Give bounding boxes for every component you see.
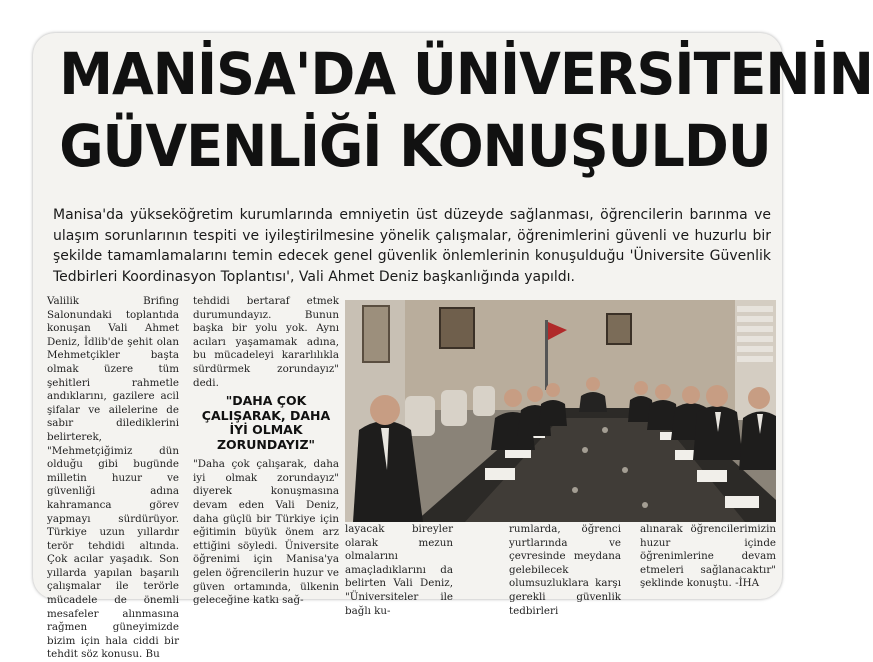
subheading-line-2: ÇALIŞARAK, DAHA <box>201 407 331 423</box>
subheading <box>193 394 339 452</box>
meeting-photo-graphic <box>345 300 776 522</box>
article-column-1: Valilik Brifing Salonundaki toplantıda konuşan Vali Ahmet Deniz, İdlib'de şehit olan Mehmetçikler başta olmak üzere tüm şehitleri rahmetle andıklarını, gazilere acil şifalar ve ailelerine de sabır dilediklerini belirterek, "Mehmetçiğimiz dün olduğu gibi bugünde milletin huzur ve güvenliği adına kahramanca görev yapmayı sürdürüyor. Türkiye uzun yıllardır terör tehdidi altında. Çok acılar yaşadık. Son yıllarda yapılan başarılı çalışmalar ile terörle mücadele de önemli mesafeler alınmasına rağmen güneyimizde bizim için hala ciddi bir tehdit söz konusu. Bu <box>47 295 179 661</box>
column-2-top-text: tehdidi bertaraf etmek durumundayız. Bunun başka bir yolu yok. Aynı acıları yaşamamak adına, bu mücadeleyi kararlılıkla sürdürmek zorundayız" dedi. <box>193 295 339 389</box>
lead-paragraph: Manisa'da yükseköğretim kurumlarında emniyetin üst düzeyde sağlanması, öğrencilerin barınma ve ulaşım sorunlarının tespiti ve iyileştirilmesine yönelik çalışmalar, öğrenimlerini güvenli ve huzurlu bir şekilde tamamlamalarını temin edecek genel güvenlik önlemlerinin konuşulduğu 'Üniversite Güvenlik Tedbirleri Koordinasyon Toplantısı', Vali Ahmet Deniz başkanlığında yapıldı. <box>53 207 771 285</box>
newspaper-clipping <box>33 33 873 661</box>
meeting-photo <box>345 300 776 522</box>
bottom-column-3: alınarak öğrencilerimizin huzur içinde öğrenimlerine devam etmeleri sağlanacaktır" şeklinde konuştu. -İHA <box>640 523 776 590</box>
bottom-column-1: layacak bireyler olarak mezun olmalarını amaçladıklarını da belirten Vali Deniz, "Üniversiteler ile bağlı ku- <box>345 523 453 617</box>
article-column-2-top <box>193 295 339 608</box>
subheading-line-3: İYİ OLMAK <box>229 422 303 438</box>
headline-line-2: GÜVENLİĞİ KONUŞULDU <box>59 112 771 180</box>
column-2-bottom-text: "Daha çok çalışarak, daha iyi olmak zorundayız" diyerek konuşmasına devam eden Vali Deniz, daha güçlü bir Türkiye için eğitimin büyük önem arz ettiğini söyledi. Üniversite öğrenimi için Manisa'ya gelen öğrencilerin huzur ve güven ortamında, ülkenin geleceğine katkı sağ- <box>193 458 339 607</box>
subheading-line-4: ZORUNDAYIZ" <box>216 436 316 452</box>
subheading-line-1: "DAHA ÇOK <box>225 393 307 409</box>
headline-line-1: MANİSA'DA ÜNİVERSİTENİN <box>59 40 873 108</box>
bottom-column-2: rumlarda, öğrenci yurtlarında ve çevresinde meydana gelebilecek olumsuzluklara karşı gerekli güvenlik tedbirleri <box>509 523 621 617</box>
